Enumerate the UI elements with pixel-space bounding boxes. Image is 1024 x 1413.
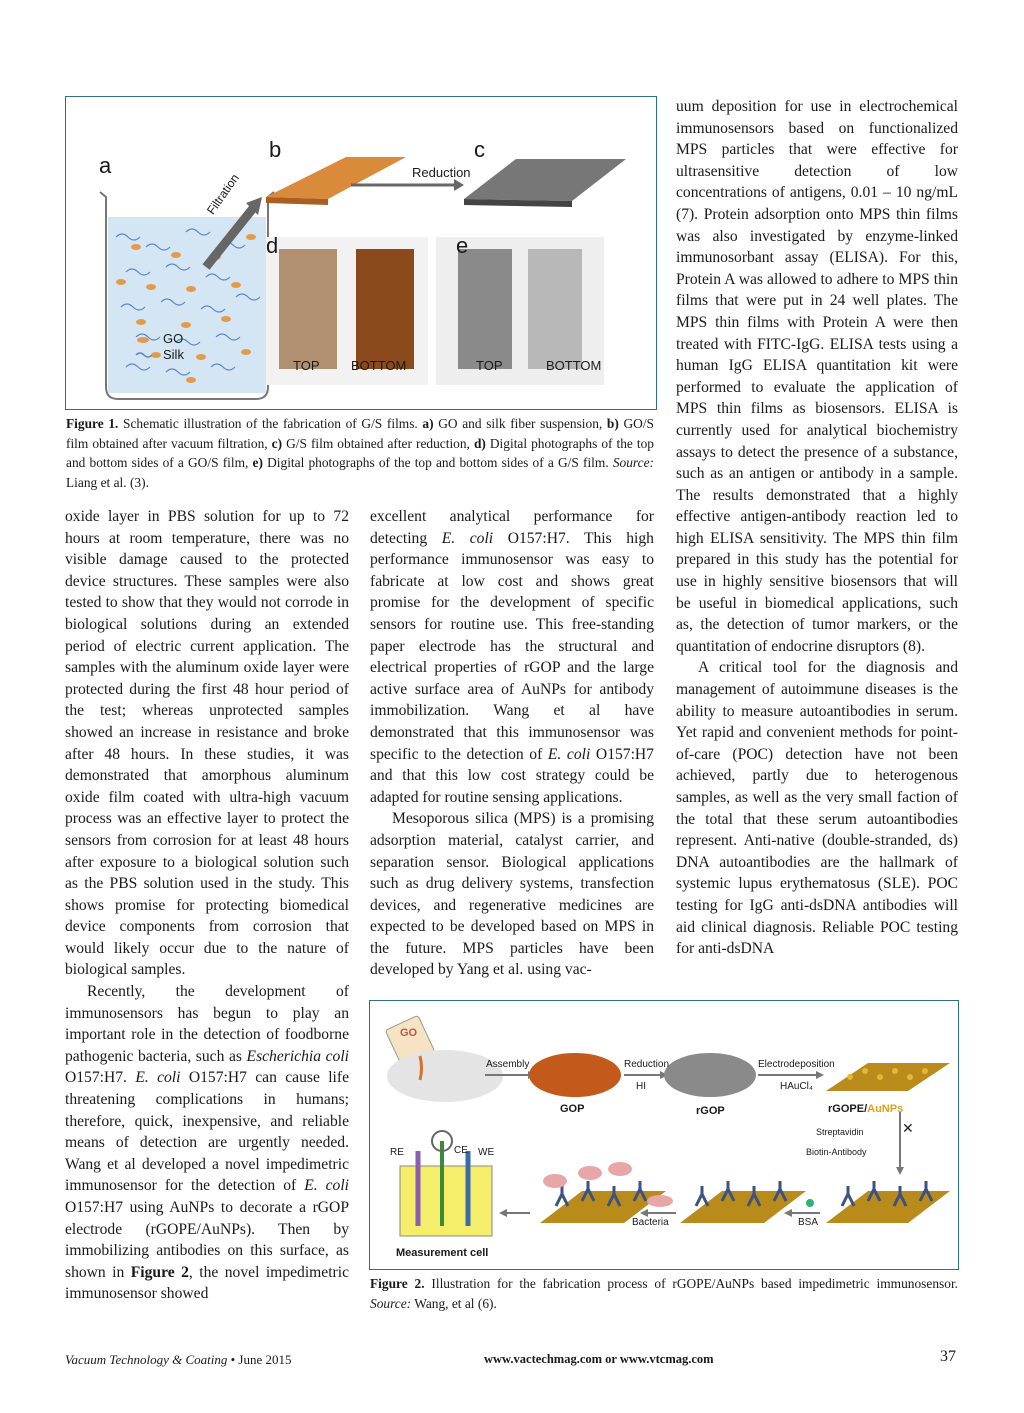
footer-url[interactable]: www.vactechmag.com or www.vtcmag.com bbox=[484, 1352, 714, 1366]
fig2-ce-label: CE bbox=[454, 1145, 468, 1156]
fig1-label-d: d bbox=[266, 233, 279, 258]
fig1-label-c: c bbox=[474, 137, 485, 162]
journal-name: Vacuum Technology & Coating bbox=[65, 1352, 228, 1367]
fig2-electrodeposition-label: Electrodeposition bbox=[758, 1059, 835, 1070]
fig2-haucl4-label: HAuCl₄ bbox=[780, 1081, 813, 1092]
col1-paragraph-1: oxide layer in PBS solution for up to 72 hours at room temperature, there was no visible damage caused to the protected device structures. These samples were also tested to show that they would not corrode in biological solutions during an extended period of electric current application. The samples with the aluminum oxide layer were protected during the first 48 hour period of the test; whereas unprotected samples showed an increase in resistance and broke after 48 hours. In these studies, it was demonstrated that amorphous aluminum oxide film coated with ultra-high vacuum process was an effective layer to protect the sensors from corrosion for at least 48 hours after exposure to a biological solution such as the PBS solution used in the study. This shows promise for protecting biomedical device components from corrosion that would likely occur due to the nature of biological samples. bbox=[65, 508, 349, 979]
footer-journal bbox=[65, 1352, 292, 1368]
fig2-biotin-label: Biotin-Antibody bbox=[806, 1147, 867, 1157]
fig1-legend-silk: Silk bbox=[163, 347, 184, 362]
fig2-bacteria-label: Bacteria bbox=[632, 1217, 669, 1228]
fig2-gop-label: GOP bbox=[560, 1103, 585, 1115]
figure-2-caption: Figure 2. Illustration for the fabrication process of rGOPE/AuNPs based impedimetric immunosensor. Source: Wang, et al (6). bbox=[370, 1276, 959, 1311]
fig2-rgop-label: rGOP bbox=[696, 1105, 725, 1117]
svg-text:✕: ✕ bbox=[902, 1122, 914, 1137]
fig1-photo-top-2: TOP bbox=[476, 358, 503, 373]
column-2 bbox=[370, 506, 654, 981]
fig2-hi-label: HI bbox=[636, 1081, 646, 1092]
fig1-photo-top-1: TOP bbox=[293, 358, 320, 373]
fig1-label-b: b bbox=[269, 137, 282, 162]
col3-paragraph-1: uum deposition for use in electrochemical immunosensors based on functionalized MPS particles that were effective for ultrasensitive detection of low concentrations of antigens, 0.01 – 10 ng/mL (7). Protein adsorption onto MPS thin films was also investigated by enzyme-linked immunosorbant assay (ELISA). For this, Protein A was allowed to adhere to MPS thin films that were put in 24 well plates. The MPS thin films with Protein A were then treated with FITC-IgG. ELISA tests using a human IgG ELISA quantitation kit were performed to evaluate the application of MPS thin films as biosensors. ELISA is currently used for analytical biochemistry assays to detect the presence of a substance, such as an antigen or antibody in a sample. The results demonstrated that a highly effective antigen-antibody reaction led to high ELISA sensitivity. The MPS thin film prepared in this study has the potential for use in highly sensitive biosensors that will be useful in biomedical applications, such as, the detection of tumor markers, or the quantitation of endocrine disruptors (8). bbox=[676, 98, 958, 655]
fig2-we-label: WE bbox=[478, 1147, 495, 1158]
col3-paragraph-2: A critical tool for the diagnosis and management of autoimmune diseases is the ability to measure autoantibodies in serum. Yet rapid and convenient methods for point-of-care (POC) detection have not been achieved, partly due to heterogenous samples, as well as the very small faction of the total that these serum autoantibodies represent. Anti-native (double-stranded, ds) DNA autoantibodies are the hallmark of systemic lupus erythematosus (SLE). POC testing for IgG anti-dsDNA antibodies will aid clinical diagnosis. Reliable POC testing for anti-dsDNA bbox=[676, 659, 958, 958]
fig2-reduction-label: Reduction bbox=[624, 1059, 670, 1070]
column-3 bbox=[676, 96, 958, 960]
figure-2-illustration bbox=[370, 1001, 958, 1269]
fig2-go-label: GO bbox=[400, 1027, 418, 1039]
fig2-streptavidin-label: Streptavidin bbox=[816, 1127, 864, 1137]
fig1-caption-head: Figure 1. bbox=[66, 416, 119, 431]
fig1-label-a: a bbox=[99, 153, 112, 178]
figure-2-frame bbox=[369, 1000, 959, 1270]
fig2-assembly-label: Assembly bbox=[486, 1059, 530, 1070]
fig1-photo-bottom-1: BOTTOM bbox=[351, 358, 407, 373]
column-1 bbox=[65, 506, 349, 1305]
figure-1-frame bbox=[65, 96, 657, 410]
fig1-photo-bottom-2: BOTTOM bbox=[546, 358, 602, 373]
fig2-caption-head: Figure 2. bbox=[370, 1276, 425, 1291]
fig2-rgope-aunps-label: rGOPE/AuNPs bbox=[828, 1103, 904, 1115]
fig1-filtration-label: Filtration bbox=[204, 171, 242, 218]
fig2-cell-label: Measurement cell bbox=[396, 1247, 489, 1259]
col2-paragraph-1: excellent analytical performance for detecting E. coli O157:H7. This high performance immunosensor was easy to fabricate at low cost and shows great promise for the development of specific sensors for routine use. This free-standing paper electrode has the structural and electrical properties of rGOP and the large active surface area of AuNPs for antibody immobilization. Wang et al have demonstrated that this immunosensor was specific to the detection of E. coli O157:H7 and that this low cost strategy could be adapted for routine sensing applications. bbox=[370, 508, 654, 806]
col1-paragraph-2: Recently, the development of immunosensors has begun to play an important role in the detection of foodborne pathogenic bacteria, such as Escherichia coli O157:H7. E. coli O157:H7 can cause life threatening complications in humans; therefore, quick, inexpensive, and reliable means of detection are urgently needed. Wang et al developed a novel impedimetric immunosensor for the detection of E. coli O157:H7 using AuNPs to decorate a rGOP electrode (rGOPE/AuNPs). Then by immobilizing antibodies on this surface, as shown in Figure 2, the novel impedimetric immunosensor showed bbox=[65, 983, 350, 1303]
fig2-re-label: RE bbox=[390, 1147, 404, 1158]
col2-paragraph-2: Mesoporous silica (MPS) is a promising adsorption material, catalyst carrier, and separation sensor. Biological applications such as drug delivery systems, transfection devices, and regenerative medicines are expected to be developed based on MPS in the future. MPS particles have been developed by Yang et al. using vac- bbox=[370, 810, 654, 979]
fig1-label-e: e bbox=[456, 233, 469, 258]
issue-date: • June 2015 bbox=[230, 1352, 292, 1367]
fig1-legend-go: GO bbox=[163, 331, 184, 346]
figure-1-caption: Figure 1. Schematic illustration of the fabrication of G/S films. a) GO and silk fiber suspension, b) GO/S film obtained after vacuum filtration, c) G/S film obtained after reduction, d) Digital photographs of the top and bottom sides of a GO/S film, e) Digital photographs of the top and bottom sides of a G/S film. Source: Liang et al. (3). bbox=[66, 416, 654, 490]
page-number: 37 bbox=[940, 1348, 956, 1365]
fig2-bsa-label: BSA bbox=[798, 1217, 819, 1228]
fig1-reduction-label: Reduction bbox=[412, 165, 471, 180]
